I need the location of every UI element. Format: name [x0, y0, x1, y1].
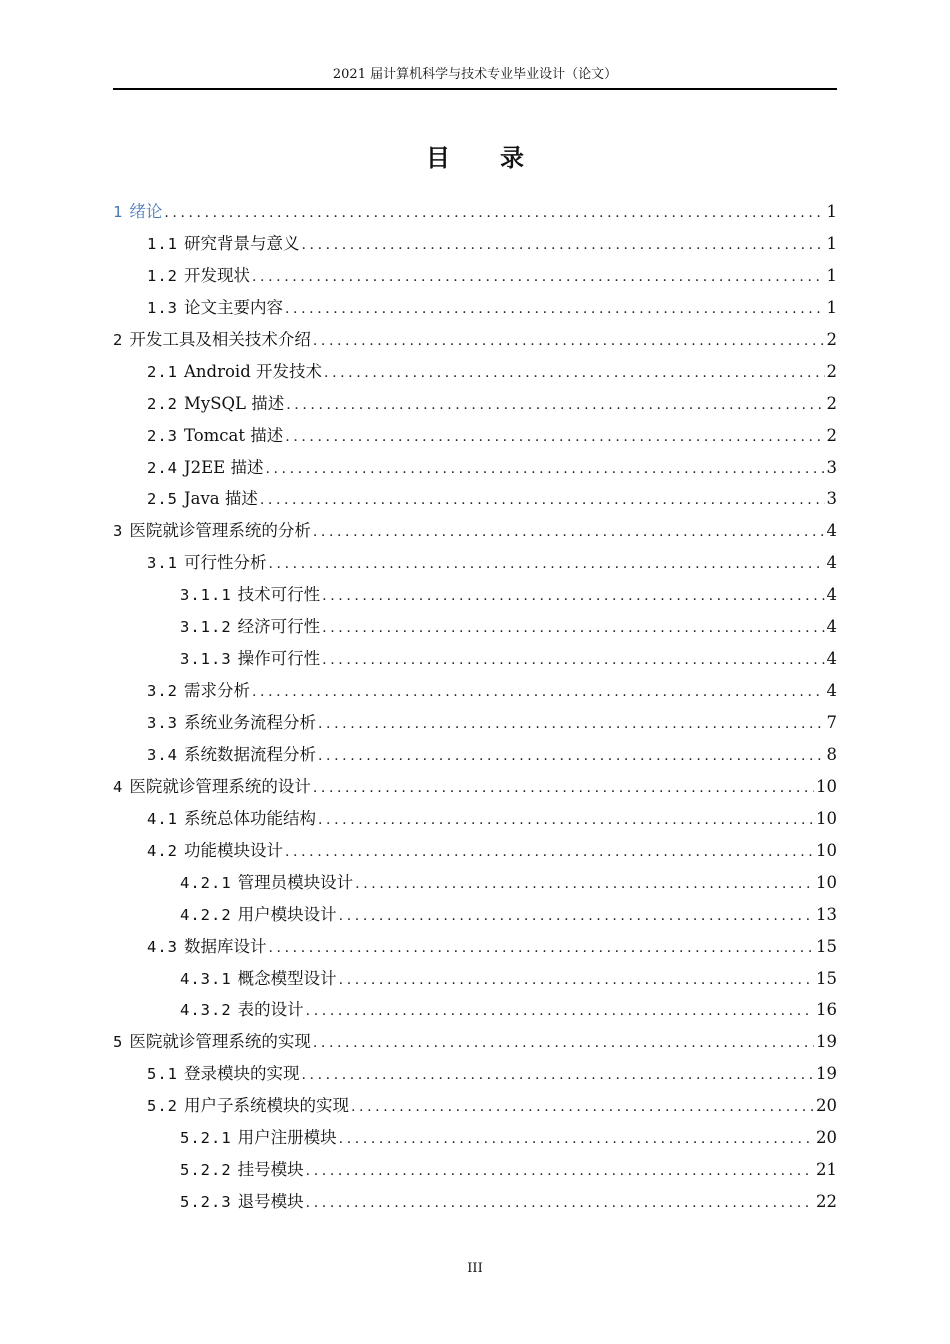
- toc-entry[interactable]: [113, 675, 837, 707]
- toc-entry-page: 3: [826, 489, 837, 509]
- toc-entry[interactable]: [113, 931, 837, 963]
- toc-dot-leader: [285, 837, 814, 869]
- toc-dot-leader: [252, 677, 825, 709]
- toc-entry-title: 退号模块: [237, 1192, 304, 1212]
- toc-entry-title: 表的设计: [237, 1000, 304, 1020]
- toc-entry-page: 2: [826, 329, 837, 349]
- toc-entry[interactable]: [113, 228, 837, 260]
- toc-entry-page: 3: [826, 457, 837, 477]
- toc-entry-number: 2.3: [147, 426, 178, 445]
- toc-dot-leader: [324, 358, 824, 390]
- toc-entry-title: 管理员模块设计: [237, 872, 354, 892]
- toc-entry-page: 4: [826, 681, 837, 701]
- toc-entry[interactable]: [113, 324, 837, 356]
- toc-dot-leader: [351, 1092, 814, 1124]
- toc-entry[interactable]: [113, 1154, 837, 1186]
- toc-dot-leader: [318, 741, 825, 773]
- toc-entry[interactable]: [113, 388, 837, 420]
- toc-entry-number: 5.2.1: [180, 1129, 232, 1148]
- toc-dot-leader: [313, 1028, 814, 1060]
- toc-entry[interactable]: [113, 739, 837, 771]
- toc-entry[interactable]: [113, 643, 837, 675]
- toc-entry[interactable]: [113, 835, 837, 867]
- toc-entry[interactable]: [113, 356, 837, 388]
- toc-dot-leader: [313, 517, 825, 549]
- toc-entry-title: 需求分析: [184, 681, 250, 701]
- toc-entry-page: 21: [816, 1160, 837, 1180]
- toc-entry-page: 20: [816, 1096, 837, 1116]
- toc-entry-title: 系统数据流程分析: [184, 744, 316, 764]
- toc-entry[interactable]: [113, 771, 837, 803]
- toc-entry-page: 16: [816, 1000, 837, 1020]
- toc-entry-page: 10: [816, 808, 837, 828]
- toc-entry-title: 登录模块的实现: [184, 1064, 300, 1084]
- toc-entry-number: 1.2: [147, 266, 178, 285]
- toc-dot-leader: [339, 1124, 814, 1156]
- toc-entry[interactable]: [113, 292, 837, 324]
- toc-entry[interactable]: [113, 1090, 837, 1122]
- toc-dot-leader: [164, 198, 824, 230]
- toc-entry[interactable]: [113, 452, 837, 484]
- toc-entry-number: 5.1: [147, 1065, 178, 1084]
- toc-entry-number: 3.1.2: [180, 618, 232, 637]
- toc-entry[interactable]: [113, 420, 837, 452]
- page-footer: [0, 1260, 950, 1278]
- toc-dot-leader: [252, 262, 825, 294]
- toc-entry-page: 10: [816, 776, 837, 796]
- toc-entry[interactable]: [113, 260, 837, 292]
- toc-entry-page: 1: [826, 233, 837, 253]
- toc-entry-page: 4: [826, 649, 837, 669]
- toc-dot-leader: [313, 326, 825, 358]
- toc-entry[interactable]: [113, 1186, 837, 1218]
- toc-entry[interactable]: [113, 867, 837, 899]
- toc-entry-number: 3: [113, 522, 124, 541]
- toc-dot-leader: [285, 294, 825, 326]
- toc-entry-title: 数据库设计: [184, 936, 267, 956]
- toc-entry-page: 2: [826, 425, 837, 445]
- toc-entry-page: 8: [826, 744, 837, 764]
- toc-entry-title: Android 开发技术: [184, 361, 323, 381]
- toc-dot-leader: [285, 422, 824, 454]
- toc-entry-title: Java 描述: [184, 489, 258, 509]
- toc-entry[interactable]: [113, 1058, 837, 1090]
- toc-entry-number: 3.3: [147, 714, 178, 732]
- toc-entry-page: 1: [826, 297, 837, 317]
- toc-dot-leader: [265, 454, 824, 486]
- toc-entry-number: 5.2.2: [180, 1161, 232, 1180]
- toc-dot-leader: [322, 645, 824, 677]
- toc-entry-number: 3.1.3: [180, 650, 232, 669]
- toc-dot-leader: [302, 1060, 815, 1092]
- toc-entry-page: 19: [816, 1032, 837, 1052]
- toc-dot-leader: [269, 933, 815, 965]
- toc-entry[interactable]: [113, 994, 837, 1026]
- toc-entry-page: 4: [826, 617, 837, 637]
- toc-entry-title: 医院就诊管理系统的实现: [129, 1032, 311, 1052]
- toc-entry[interactable]: [113, 483, 837, 515]
- toc-entry-title: 开发现状: [184, 265, 250, 285]
- toc-entry-title: 经济可行性: [237, 617, 321, 637]
- toc-dot-leader: [286, 390, 824, 422]
- page-header: [113, 64, 837, 90]
- toc-dot-leader: [318, 709, 825, 741]
- toc-entry[interactable]: [113, 515, 837, 547]
- toc-entry-number: 5.2.3: [180, 1193, 232, 1212]
- toc-entry-number: 2.1: [147, 362, 178, 381]
- toc-entry-page: 15: [816, 968, 837, 988]
- toc-entry-number: 3.1.1: [180, 586, 232, 605]
- toc-entry-number: 1.3: [147, 298, 178, 317]
- toc-entry-page: 4: [826, 553, 837, 573]
- toc-dot-leader: [339, 965, 814, 997]
- toc-dot-leader: [306, 1156, 814, 1188]
- toc-entry[interactable]: [113, 611, 837, 643]
- toc-entry-title: 医院就诊管理系统的分析: [129, 521, 311, 541]
- toc-entry[interactable]: [113, 1026, 837, 1058]
- toc-entry-title: 绪论: [129, 202, 163, 221]
- toc-entry-title: 系统业务流程分析: [184, 713, 316, 732]
- toc-entry-number: 1: [113, 203, 124, 221]
- toc-entry-number: 2.5: [147, 490, 178, 509]
- toc-dot-leader: [355, 869, 814, 901]
- toc-dot-leader: [306, 996, 814, 1028]
- toc-entry[interactable]: [113, 803, 837, 835]
- header-title: 2021 届计算机科学与技术专业毕业设计（论文）: [332, 67, 618, 82]
- toc-entry-number: 4: [113, 777, 124, 796]
- toc-entry[interactable]: [113, 579, 837, 611]
- toc-dot-leader: [302, 230, 825, 262]
- toc-entry-title: MySQL 描述: [184, 393, 285, 413]
- toc-entry-title: 用户模块设计: [237, 904, 337, 924]
- toc-entry-title: Tomcat 描述: [184, 425, 284, 445]
- toc-entry-number: 4.3: [147, 937, 178, 956]
- toc-entry[interactable]: [113, 899, 837, 931]
- toc-entry-number: 1.1: [147, 234, 178, 253]
- toc-dot-leader: [269, 549, 825, 581]
- toc-entry-page: 15: [816, 936, 837, 956]
- toc-entry-number: 5: [113, 1033, 124, 1052]
- toc-entry-title: J2EE 描述: [184, 457, 264, 477]
- toc-entry[interactable]: [113, 547, 837, 579]
- toc-entry-page: 7: [826, 713, 837, 732]
- toc-entry-page: 2: [826, 393, 837, 413]
- toc-entry-title: 研究背景与意义: [184, 233, 300, 253]
- toc-dot-leader: [313, 773, 814, 805]
- toc-title: 目录: [426, 144, 574, 172]
- toc-entry[interactable]: [113, 1122, 837, 1154]
- toc-dot-leader: [339, 901, 814, 933]
- toc-entry-title: 用户子系统模块的实现: [184, 1096, 349, 1116]
- toc-entry-page: 1: [826, 265, 837, 285]
- toc-entry-page: 4: [826, 585, 837, 605]
- toc-entry-title: 概念模型设计: [237, 968, 337, 988]
- toc-entry-page: 4: [826, 521, 837, 541]
- toc-entry-title: 用户注册模块: [237, 1128, 337, 1148]
- toc-entry-number: 4.3.2: [180, 1001, 232, 1020]
- toc-entry-page: 19: [816, 1064, 837, 1084]
- toc-entry-page: 10: [816, 840, 837, 860]
- toc-entry-number: 2.4: [147, 458, 178, 477]
- toc-dot-leader: [260, 485, 825, 517]
- toc-entry-page: 2: [826, 361, 837, 381]
- toc-entry-number: 2: [113, 330, 124, 349]
- toc-entry-number: 3.2: [147, 682, 178, 701]
- toc-entry-title: 挂号模块: [237, 1160, 304, 1180]
- toc-entry-number: 4.2.1: [180, 873, 232, 892]
- toc-entry-number: 2.2: [147, 394, 178, 413]
- toc-dot-leader: [322, 581, 824, 613]
- toc-dot-leader: [318, 805, 814, 837]
- toc-dot-leader: [322, 613, 824, 645]
- toc-entry-number: 4.2: [147, 841, 178, 860]
- toc-entry-page: 22: [816, 1192, 837, 1212]
- toc-entry-number: 4.1: [147, 809, 178, 828]
- toc-dot-leader: [306, 1188, 814, 1220]
- toc-entry-title: 功能模块设计: [184, 840, 283, 860]
- toc-entry[interactable]: [113, 963, 837, 995]
- toc-entry-title: 可行性分析: [184, 553, 267, 573]
- toc-entry[interactable]: [113, 707, 837, 739]
- toc-entry-title: 操作可行性: [237, 649, 321, 669]
- toc-entry-page: 13: [816, 904, 837, 924]
- toc-entry-title: 医院就诊管理系统的设计: [129, 776, 311, 796]
- toc-entry-number: 3.4: [147, 745, 178, 764]
- toc-entry-title: 技术可行性: [237, 585, 321, 605]
- toc-entry-number: 4.2.2: [180, 905, 232, 924]
- toc-entry-title: 系统总体功能结构: [184, 808, 316, 828]
- toc-entry-title: 开发工具及相关技术介绍: [129, 329, 311, 349]
- toc-entry[interactable]: [113, 196, 837, 228]
- toc-entry-page: 20: [816, 1128, 837, 1148]
- toc-entry-page: 1: [826, 202, 837, 221]
- toc-entry-number: 4.3.1: [180, 969, 232, 988]
- toc-entry-number: 5.2: [147, 1097, 178, 1116]
- toc-entry-title: 论文主要内容: [184, 297, 283, 317]
- toc-entry-number: 3.1: [147, 554, 178, 573]
- toc-entry-page: 10: [816, 872, 837, 892]
- page-number: III: [467, 1261, 483, 1276]
- table-of-contents: [113, 196, 837, 1218]
